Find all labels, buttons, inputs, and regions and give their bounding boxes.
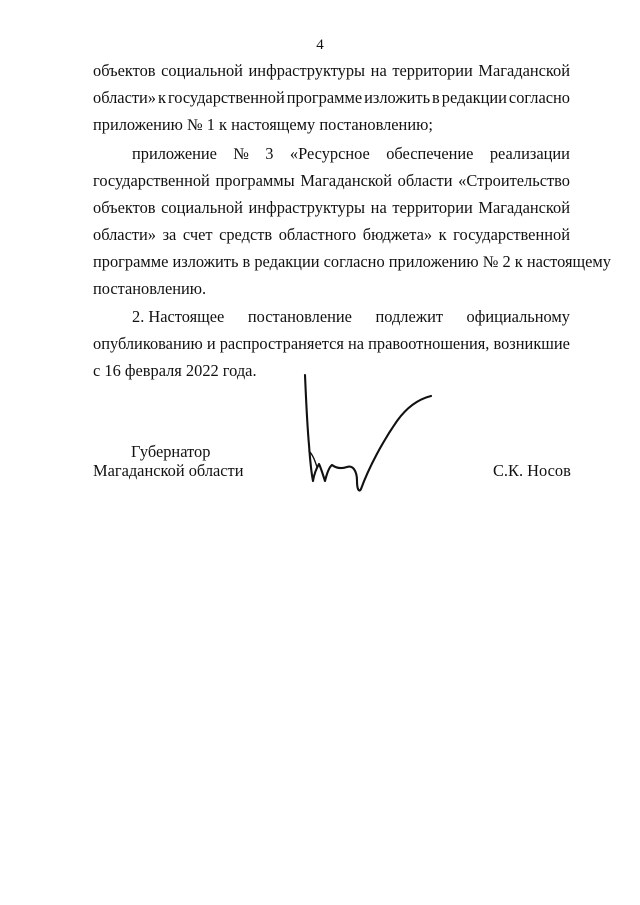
- signatory-title-line-2: Магаданской области: [93, 461, 244, 480]
- signatory-title-line-1: Губернатор: [131, 442, 211, 461]
- paragraph-2-line-4: [93, 225, 570, 245]
- paragraph-2-line-5: программе изложить в редакции согласно приложению № 2 к настоящему: [93, 252, 611, 271]
- word: к: [157, 88, 166, 107]
- word: государственной: [93, 171, 210, 190]
- word: реализации: [489, 144, 570, 163]
- word: редакции: [441, 88, 507, 107]
- word: возникшие: [493, 334, 570, 353]
- word: на: [370, 61, 387, 80]
- word: бюджета»: [362, 225, 433, 244]
- word: области»: [93, 88, 156, 107]
- paragraph-2-line-1: [132, 144, 570, 164]
- word: «Строительство: [458, 171, 570, 190]
- word: инфраструктуры: [248, 198, 366, 217]
- word: Магаданской: [300, 171, 392, 190]
- word: счет: [182, 225, 213, 244]
- word: области: [397, 171, 453, 190]
- paragraph-3-line-2: [93, 334, 570, 354]
- word: 2. Настоящее: [132, 307, 225, 326]
- word: обеспечение: [386, 144, 474, 163]
- word: области»: [93, 225, 156, 244]
- handwritten-signature: [295, 371, 440, 496]
- word: распространяется: [219, 334, 344, 353]
- paragraph-1-line-2: [93, 88, 570, 108]
- word: областного: [278, 225, 357, 244]
- word: на: [370, 198, 387, 217]
- word: №: [233, 144, 249, 163]
- word: опубликованию: [93, 334, 203, 353]
- word: Магаданской: [478, 61, 570, 80]
- word: 3: [265, 144, 274, 163]
- paragraph-1-line-3: приложению № 1 к настоящему постановлению;: [93, 115, 433, 134]
- word: территории: [392, 198, 473, 217]
- word: Магаданской: [478, 198, 570, 217]
- word: социальной: [161, 61, 243, 80]
- word: инфраструктуры: [248, 61, 366, 80]
- word: согласно: [508, 88, 570, 107]
- word: к: [438, 225, 447, 244]
- word: объектов: [93, 198, 156, 217]
- paragraph-1-line-1: [93, 61, 570, 81]
- paragraph-2-line-3: [93, 198, 570, 218]
- word: в: [432, 88, 440, 107]
- word: и: [206, 334, 216, 353]
- paragraph-2-line-2: [93, 171, 570, 191]
- word: объектов: [93, 61, 156, 80]
- word: официальному: [466, 307, 570, 326]
- word: за: [162, 225, 177, 244]
- word: программе: [286, 88, 363, 107]
- word: территории: [392, 61, 473, 80]
- word: приложение: [132, 144, 217, 163]
- word: на: [348, 334, 365, 353]
- paragraph-3-line-1: [132, 307, 570, 327]
- paragraph-3-line-3: с 16 февраля 2022 года.: [93, 361, 257, 380]
- word: постановление: [247, 307, 352, 326]
- word: подлежит: [375, 307, 444, 326]
- word: «Ресурсное: [289, 144, 370, 163]
- paragraph-2-line-6: постановлению.: [93, 279, 207, 298]
- word: социальной: [161, 198, 243, 217]
- word: правоотношения,: [368, 334, 490, 353]
- page-number: 4: [316, 37, 324, 53]
- word: изложить: [364, 88, 431, 107]
- word: программы: [215, 171, 295, 190]
- word: государственной: [453, 225, 570, 244]
- word: государственной: [167, 88, 285, 107]
- word: средств: [219, 225, 273, 244]
- signatory-name: С.К. Носов: [493, 461, 571, 480]
